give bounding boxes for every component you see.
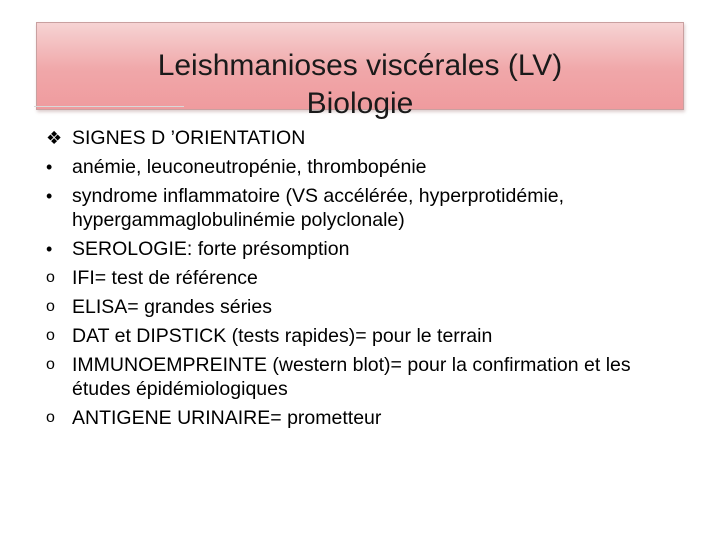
list-item-text: IMMUNOEMPREINTE (western blot)= pour la confirmation et les études épidémiologiques: [72, 354, 631, 400]
diamond-bullet-icon: ❖: [46, 128, 63, 148]
list-item-text: SEROLOGIE: forte présomption: [72, 238, 350, 260]
list-item-syndrome-inflammatoire: [44, 184, 694, 232]
list-item-text: DAT et DIPSTICK (tests rapides)= pour le terrain: [72, 325, 493, 347]
slide-title: [37, 47, 683, 123]
list-item-signes-orientation: [44, 126, 694, 150]
list-item-dat-dipstick: [44, 324, 694, 348]
bullet-icon: •: [46, 186, 53, 206]
list-item-anemie: [44, 155, 694, 179]
list-item-text: ANTIGENE URINAIRE= prometteur: [72, 407, 382, 429]
circle-bullet-icon: o: [46, 327, 55, 344]
list-item-immunoempreinte: [44, 353, 694, 401]
list-item-text: IFI= test de référence: [72, 267, 258, 289]
bullet-icon: •: [46, 239, 53, 259]
list-item-text: anémie, leuconeutropénie, thrombopénie: [72, 156, 427, 178]
circle-bullet-icon: o: [46, 409, 55, 426]
list-item-ifi: [44, 266, 694, 290]
bullet-icon: •: [46, 157, 53, 177]
circle-bullet-icon: o: [46, 298, 55, 315]
list-item-elisa: [44, 295, 694, 319]
list-item-text: syndrome inflammatoire (VS accélérée, hyperprotidémie, hypergammaglobulinémie polyclonale): [72, 185, 565, 231]
slide-bullet-list: [44, 126, 694, 435]
title-underline-divider: [34, 106, 184, 107]
list-item-serologie: [44, 237, 694, 261]
circle-bullet-icon: o: [46, 269, 55, 286]
list-item-antigene-urinaire: [44, 406, 694, 430]
list-item-text: SIGNES D ’ORIENTATION: [72, 127, 306, 149]
slide-title-line-2: Biologie: [306, 87, 414, 120]
list-item-text: ELISA= grandes séries: [72, 296, 272, 318]
slide-title-line-1: Leishmanioses viscérales (LV): [157, 49, 563, 82]
circle-bullet-icon: o: [46, 356, 55, 373]
slide-title-box: [36, 22, 684, 120]
